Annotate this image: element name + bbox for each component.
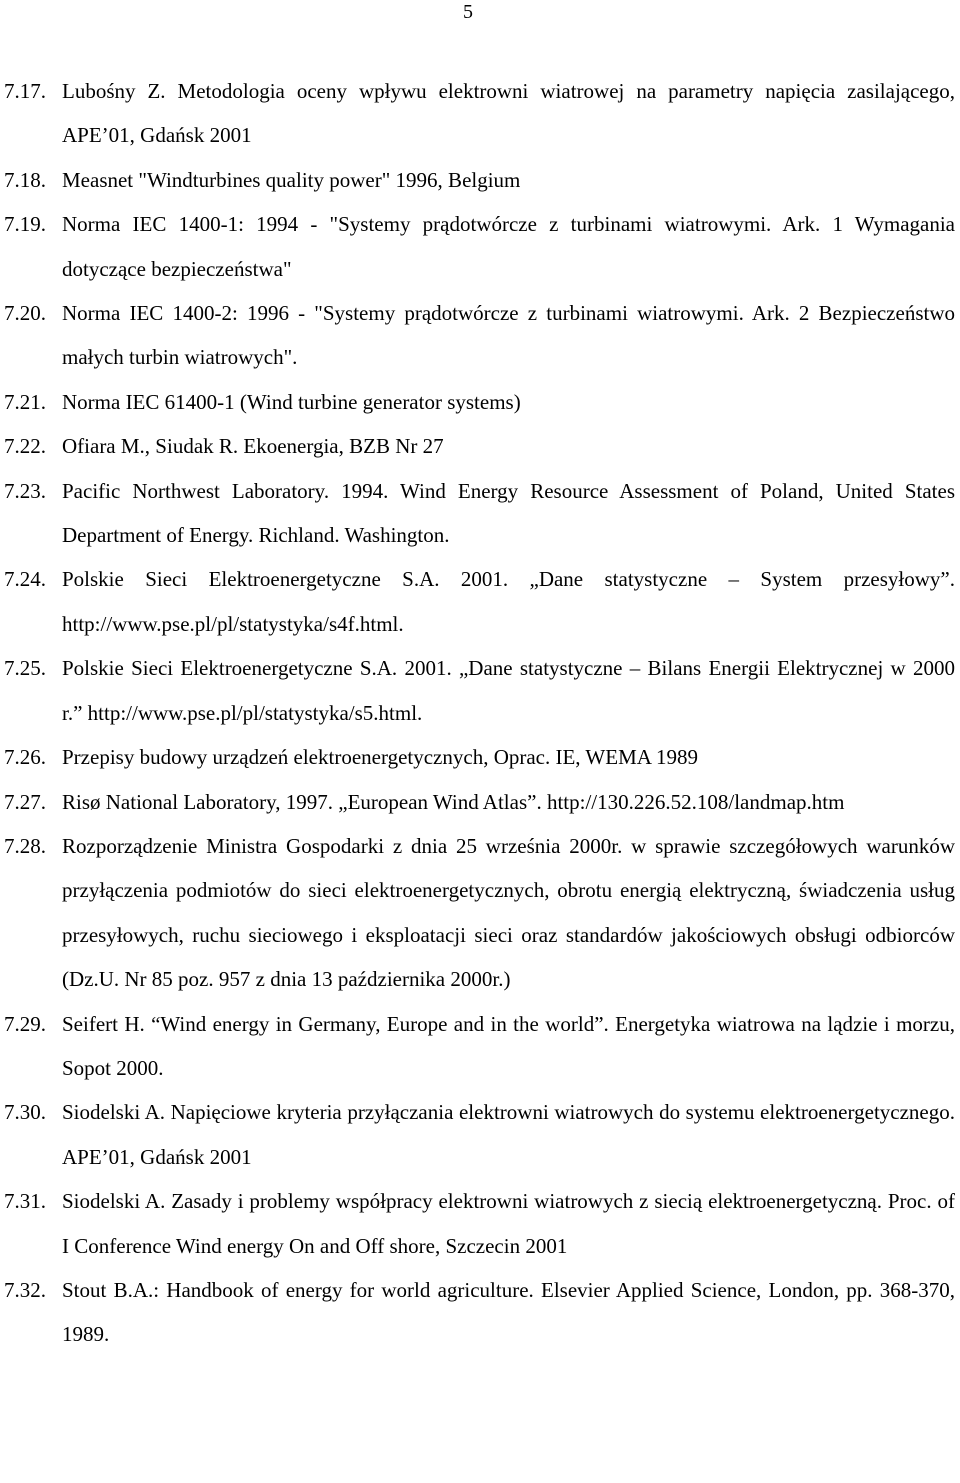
reference-text: Risø National Laboratory, 1997. „European Wind Atlas”. http://130.226.52.108/landmap.htm (62, 789, 845, 814)
reference-number: 7.17. (4, 79, 46, 103)
reference-number: 7.23. (4, 478, 46, 503)
reference-text: Pacific Northwest Laboratory. 1994. Wind Energy Resource Assessment of Poland, United States Department of Energy. Richland. Washington. (62, 478, 955, 548)
reference-number: 7.18. (4, 167, 46, 192)
reference-number: 7.27. (4, 789, 46, 814)
reference-text: Norma IEC 61400-1 (Wind turbine generator systems) (62, 389, 521, 414)
reference-item (4, 557, 955, 646)
reference-number: 7.22. (4, 434, 46, 459)
reference-number: 7.21. (4, 389, 46, 414)
reference-text: Stout B.A.: Handbook of energy for world agriculture. Elsevier Applied Science, London, pp. 368-370, 1989. (62, 1277, 955, 1347)
reference-item (4, 202, 955, 291)
reference-number: 7.26. (4, 745, 46, 770)
reference-item (4, 1268, 955, 1357)
reference-item (4, 780, 955, 824)
reference-text: Seifert H. “Wind energy in Germany, Europe and in the world”. Energetyka wiatrowa na lądzie i morzu, Sopot 2000. (62, 1011, 955, 1080)
reference-number: 7.24. (4, 567, 46, 592)
reference-item (4, 69, 955, 158)
reference-number: 7.20. (4, 301, 46, 326)
reference-list (4, 69, 955, 1357)
reference-item (4, 158, 955, 202)
reference-item (4, 1179, 955, 1268)
reference-item (4, 824, 955, 1002)
reference-item (4, 424, 955, 468)
reference-text: Polskie Sieci Elektroenergetyczne S.A. 2001. „Dane statystyczne – Bilans Energii Elektrycznej w 2000 r.” http://www.pse.pl/pl/statystyka/s5.html. (62, 656, 955, 725)
reference-text: Norma IEC 1400-2: 1996 - "Systemy prądotwórcze z turbinami wiatrowymi. Ark. 2 Bezpieczeństwo małych turbin wiatrowych". (62, 301, 955, 370)
reference-text: Polskie Sieci Elektroenergetyczne S.A. 2001. „Dane statystyczne – System przesyłowy”. http://www.pse.pl/pl/statystyka/s4f.html. (62, 567, 955, 636)
reference-number: 7.32. (4, 1277, 46, 1302)
reference-item (4, 1090, 955, 1179)
reference-text: Lubośny Z. Metodologia oceny wpływu elektrowni wiatrowej na parametry napięcia zasilającego, APE’01, Gdańsk 2001 (62, 79, 955, 148)
reference-number: 7.30. (4, 1100, 46, 1125)
reference-text: Rozporządzenie Ministra Gospodarki z dnia 25 września 2000r. w sprawie szczegółowych warunków przyłączenia podmiotów do sieci elektroenergetycznych, obrotu energią elektryczną, świadczenia usług przesyłowych, ruchu sieciowego i eksploatacji sieci oraz standardów jakościowych obsługi odbiorców (Dz.U. Nr 85 poz. 957 z dnia 13 października 2000r.) (62, 833, 955, 992)
reference-item (4, 291, 955, 380)
reference-number: 7.29. (4, 1011, 46, 1036)
reference-item (4, 1002, 955, 1091)
reference-item (4, 735, 955, 779)
reference-item (4, 646, 955, 735)
reference-number: 7.28. (4, 833, 46, 858)
reference-text: Ofiara M., Siudak R. Ekoenergia, BZB Nr 27 (62, 434, 444, 459)
page-number: 5 (463, 1, 473, 23)
reference-text: Siodelski A. Zasady i problemy współpracy elektrowni wiatrowych z siecią elektroenergetyczną. Proc. of I Conference Wind energy On and Off shore, Szczecin 2001 (62, 1189, 955, 1258)
reference-number: 7.31. (4, 1189, 46, 1214)
reference-text: Measnet "Windturbines quality power" 1996, Belgium (62, 167, 521, 192)
reference-text: Siodelski A. Napięciowe kryteria przyłączania elektrowni wiatrowych do systemu elektroenergetycznego. APE’01, Gdańsk 2001 (62, 1100, 955, 1169)
reference-item (4, 380, 955, 424)
reference-number: 7.19. (4, 212, 46, 237)
reference-item (4, 469, 955, 558)
reference-text: Przepisy budowy urządzeń elektroenergetycznych, Oprac. IE, WEMA 1989 (62, 745, 699, 770)
reference-text: Norma IEC 1400-1: 1994 - "Systemy prądotwórcze z turbinami wiatrowymi. Ark. 1 Wymagania dotyczące bezpieczeństwa" (62, 212, 955, 281)
reference-number: 7.25. (4, 656, 46, 681)
